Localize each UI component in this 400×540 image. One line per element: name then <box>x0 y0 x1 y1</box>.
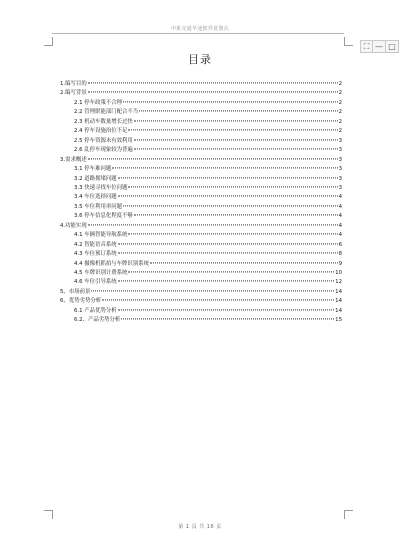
margin-corner-mark <box>44 37 53 46</box>
toc-entry-label: 6.2、产品劣势分析 <box>74 317 121 324</box>
toc-entry-page: 3 <box>338 175 342 182</box>
toc-leader-dots <box>121 319 334 320</box>
toc-entry-page: 8 <box>338 251 342 258</box>
toc-entry-page: 14 <box>335 298 342 305</box>
toc-entry-page: 6 <box>338 241 342 248</box>
toc-entry-label: 4.5 车牌识别计费系统 <box>74 270 128 276</box>
toc-entry-label: 3.2 道路拥堵问题 <box>74 175 117 182</box>
minimize-icon[interactable]: — <box>373 40 386 53</box>
toc-entry-page: 4 <box>338 213 342 220</box>
header-rule <box>52 33 344 34</box>
toc-entry[interactable] <box>60 89 342 98</box>
toc-entry-page: 15 <box>335 317 342 324</box>
fullscreen-icon[interactable]: ⛶ <box>360 40 373 53</box>
toc-leader-dots <box>123 205 338 206</box>
toc-entry[interactable] <box>74 193 342 202</box>
toc-entry[interactable] <box>74 184 342 193</box>
toc-entry-label: 3.3 快速寻找车位问题 <box>74 184 128 191</box>
toc-leader-dots <box>134 149 338 150</box>
toc-entry[interactable] <box>60 156 342 165</box>
toc-entry-label: 3.4 车位选择问题 <box>74 194 117 201</box>
toc-title: 目录 <box>188 53 212 66</box>
toc-entry-label: 4.功能实现 <box>60 222 87 229</box>
toc-entry-label: 3.5 车位利用率问题 <box>74 203 123 210</box>
toc-entry-label: 5、市场前景 <box>60 288 91 295</box>
toc-leader-dots <box>118 309 335 310</box>
toc-entry-page: 4 <box>338 203 342 210</box>
toc-entry-page: 2 <box>338 128 342 135</box>
toc-leader-dots <box>88 224 338 225</box>
toc-entry[interactable] <box>74 231 342 240</box>
toc-entry-label: 2.3 机动车数量增长过快 <box>74 118 133 125</box>
toc-entry-label: 3.需求概述 <box>60 156 87 163</box>
toc-leader-dots <box>123 101 338 102</box>
toc-leader-dots <box>88 92 338 93</box>
toc-entry[interactable] <box>74 175 342 184</box>
toc-entry-page: 12 <box>335 279 342 286</box>
toc-entry-page: 2 <box>338 118 342 125</box>
toc-entry-label: 2.6 乱停车现象较为普遍 <box>74 147 133 154</box>
toc-entry-label: 1.编写目的 <box>60 81 87 87</box>
toc-entry-page: 3 <box>338 166 342 173</box>
toc-entry[interactable] <box>74 137 342 146</box>
toc-entry-label: 6、优势劣势分析 <box>60 298 102 305</box>
toc-entry[interactable] <box>74 316 342 325</box>
toc-entry-page: 14 <box>335 288 342 295</box>
toc-leader-dots <box>118 196 338 197</box>
toc-leader-dots <box>102 300 334 301</box>
toc-leader-dots <box>112 167 337 168</box>
toc-entry-page: 2 <box>338 109 342 116</box>
toc-entry-page: 9 <box>338 260 342 267</box>
toc-entry[interactable] <box>74 118 342 127</box>
toc-leader-dots <box>150 262 338 263</box>
toc-entry[interactable] <box>74 278 342 287</box>
toc-entry[interactable] <box>74 250 342 259</box>
toc-entry-label: 4.4 摄像机抓拍与车牌识别系统 <box>74 260 149 267</box>
toc-entry[interactable] <box>74 146 342 155</box>
toc-entry-label: 2.编写背景 <box>60 90 87 97</box>
toc-leader-dots <box>128 130 337 131</box>
toc-entry[interactable] <box>60 80 342 89</box>
toc-leader-dots <box>128 234 337 235</box>
page-header: 中系交通早途软件优策认 <box>170 26 230 32</box>
toc-entry-label: 2.2 管理职能部门配合不当 <box>74 109 139 116</box>
toc-leader-dots <box>118 243 338 244</box>
toc-entry-page: 10 <box>335 270 342 276</box>
toc-entry[interactable] <box>74 165 342 174</box>
toc-leader-dots <box>128 271 334 272</box>
toc-leader-dots <box>118 281 335 282</box>
toc-leader-dots <box>91 290 334 291</box>
restore-icon[interactable]: □ <box>386 40 399 53</box>
toc-leader-dots <box>139 111 337 112</box>
toc-entry-label: 4.3 车位预订系统 <box>74 251 117 258</box>
toc-entry[interactable] <box>74 127 342 136</box>
toc-entry-page: 3 <box>338 137 342 144</box>
toc-leader-dots <box>134 139 338 140</box>
toc-entry[interactable] <box>74 99 342 108</box>
toc-entry[interactable] <box>60 288 342 297</box>
toc-leader-dots <box>88 82 338 83</box>
toc-entry-page: 2 <box>338 90 342 97</box>
toc-entry[interactable] <box>60 297 342 306</box>
toc-entry-label: 3.1 停车难问题 <box>74 166 112 173</box>
toc-entry[interactable] <box>74 260 342 269</box>
toc-entry-page: 3 <box>338 156 342 163</box>
toc-entry-label: 2.4 停车设施治位不足 <box>74 128 128 135</box>
toc-entry-label: 6.1 产品优势分析 <box>74 307 117 314</box>
toc-entry-page: 3 <box>338 147 342 154</box>
toc-entry-label: 4.6 车位引导系统 <box>74 279 117 286</box>
toc-entry[interactable] <box>74 212 342 221</box>
toc-entry-page: 2 <box>338 81 342 87</box>
margin-corner-mark <box>344 510 353 519</box>
toc-entry-label: 2.1 停车政策不合理 <box>74 99 123 106</box>
toc-entry-page: 4 <box>338 232 342 239</box>
margin-corner-mark <box>44 510 53 519</box>
toc-entry-page: 4 <box>338 194 342 201</box>
toc-entry-page: 3 <box>338 184 342 191</box>
toc-entry-page: 2 <box>338 99 342 106</box>
toc-leader-dots <box>134 120 338 121</box>
toc-leader-dots <box>128 186 337 187</box>
toc-entry[interactable] <box>74 269 342 278</box>
toc-entry[interactable] <box>74 203 342 212</box>
toc-entry-label: 4.2 智能语音系统 <box>74 241 117 248</box>
toc-entry[interactable] <box>74 108 342 117</box>
page-footer: 第 1 页 共 16 页 <box>178 524 222 530</box>
toc-leader-dots <box>118 252 338 253</box>
toc-entry-label: 4.1 车辆智能导航系统 <box>74 232 128 239</box>
toc-leader-dots <box>118 177 338 178</box>
toc-leader-dots <box>134 215 338 216</box>
margin-corner-mark <box>344 37 353 46</box>
toc-entry-label: 2.5 停车资源未有效利用 <box>74 137 133 144</box>
toc-leader-dots <box>88 158 338 159</box>
toc-entry[interactable] <box>60 222 342 231</box>
toc-entry-label: 3.6 停车信息化程度不够 <box>74 213 133 220</box>
toc-entry-page: 14 <box>335 307 342 314</box>
toc-entry[interactable] <box>74 307 342 316</box>
toc-entry[interactable] <box>74 241 342 250</box>
toc-entry-page: 4 <box>338 222 342 229</box>
